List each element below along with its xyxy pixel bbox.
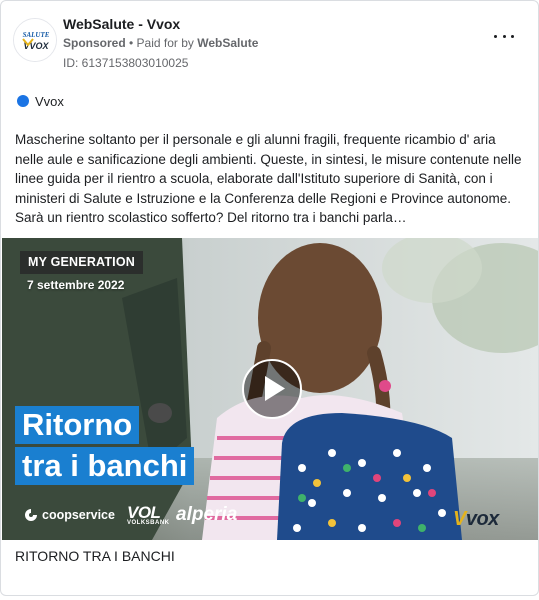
payer-name: WebSalute bbox=[197, 36, 259, 50]
vol-subtext: VOLKSBANK bbox=[127, 520, 170, 526]
vvox-logo-rest: vox bbox=[465, 508, 499, 530]
platform-label: Vvox bbox=[35, 93, 64, 109]
coopservice-mark-icon bbox=[24, 508, 38, 522]
series-tag: MY GENERATION bbox=[20, 251, 143, 274]
page-name-link[interactable]: WebSalute - Vvox bbox=[63, 16, 181, 32]
episode-date: 7 settembre 2022 bbox=[27, 278, 125, 292]
coopservice-text: coopservice bbox=[42, 508, 115, 522]
coopservice-logo bbox=[24, 508, 115, 522]
avatar-text-bottom: VVOX bbox=[23, 41, 49, 51]
sponsored-label: Sponsored bbox=[63, 36, 126, 50]
platform-dot-icon bbox=[17, 95, 29, 107]
platform-row bbox=[17, 93, 64, 109]
play-icon[interactable] bbox=[242, 359, 302, 419]
paid-for-prefix: • Paid for by bbox=[129, 36, 194, 50]
alperia-logo: alperia bbox=[176, 504, 238, 525]
avatar-logo-icon bbox=[14, 19, 57, 62]
ad-body-text: Mascherine soltanto per il personale e gli alunni fragili, frequente ricambio d' aria nelle aule e sanificazione degli ambienti. Queste, in sintesi, le misure contenute nelle linee guida per il rientro a scuola, elaborate dall'Istituto superiore di Sanità, con i ministeri di Salute e Istruzione e la Conferenza delle Regioni e Province autonome. Sarà un rientro scolastico sofferto? Del ritorno tra i banchi parla… bbox=[15, 132, 522, 225]
ad-id: ID: 6137153803010025 bbox=[63, 56, 189, 70]
vvox-logo-v: V bbox=[453, 508, 466, 530]
ad-video-creative[interactable] bbox=[2, 238, 539, 540]
vol-logo bbox=[127, 503, 170, 526]
page-avatar[interactable] bbox=[13, 18, 57, 62]
vvox-logo bbox=[453, 508, 499, 531]
avatar-text-top: SALUTE bbox=[22, 31, 50, 39]
headline-line-1: Ritorno bbox=[15, 406, 139, 444]
vol-text: VOL bbox=[127, 503, 161, 522]
sponsored-line bbox=[63, 36, 258, 50]
more-options-icon[interactable] bbox=[494, 30, 514, 42]
creative-caption: RITORNO TRA I BANCHI bbox=[15, 548, 175, 564]
ad-header bbox=[13, 12, 526, 72]
headline-line-2: tra i banchi bbox=[15, 447, 194, 485]
